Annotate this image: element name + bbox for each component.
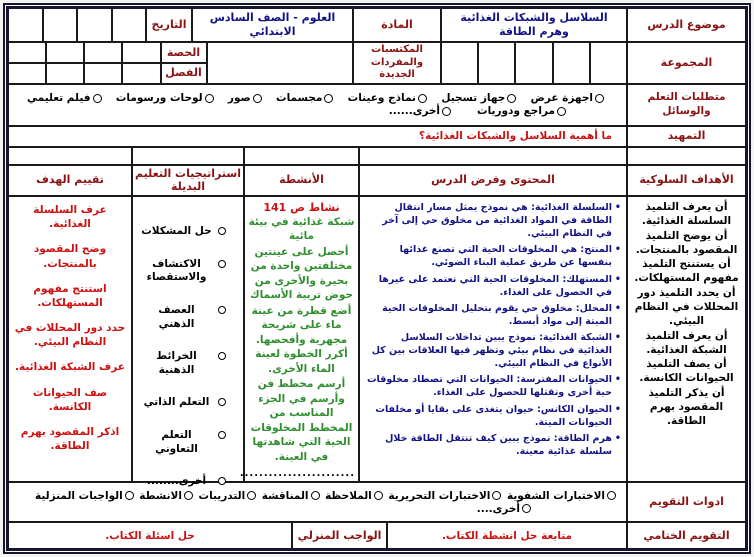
date-grid-cell[interactable]	[78, 9, 113, 41]
strategy-label: العصف الذهني	[158, 303, 195, 330]
topic-label: موضوع الدرس	[647, 18, 726, 32]
acquisitions-value-cell[interactable]	[208, 43, 355, 83]
objective-item: أن يذكر التلميذ المقصود بهرم الطاقة.	[648, 387, 725, 427]
subject-label: المادة	[354, 9, 442, 41]
option-label: الانشطة	[139, 489, 182, 502]
option-label: مراجع ودوريات	[477, 105, 555, 117]
option-label: لوحات ورسومات	[115, 92, 203, 104]
acquisitions-label: المكتسبات والمفردات الجديدة	[354, 43, 442, 83]
content-term: الحيوانات المفترسة:	[516, 374, 612, 386]
evaluation-tool-option[interactable]	[388, 490, 501, 502]
activity-lines	[248, 215, 355, 465]
option-label: الاختبارات التحريرية	[388, 489, 491, 502]
option-label: صور	[227, 92, 251, 104]
evaluation-tool-option[interactable]	[35, 490, 134, 502]
tools-line1	[9, 490, 626, 502]
period-grid-cell[interactable]	[47, 43, 85, 62]
content-definition: نموذج يبين تداخلات السلاسل الغذائية في نظام بيئي وتظهر فيها العلاقات بين كل الأنواع في النظام البيئي.	[371, 331, 612, 370]
activity-line: أحصل على عينتين مختلفتين واحدة من بحيرة والأخرى من حوض تربية الأسماك	[249, 245, 353, 302]
activity-line: شبكة غذائية في بيئة مائية	[248, 216, 355, 243]
date-grid-cell[interactable]	[113, 9, 148, 41]
option-label: اجهزة عرض	[530, 92, 593, 104]
final-eval-label: التقويم الختامي	[643, 528, 730, 542]
activities-cell	[239, 197, 360, 481]
header-row-2	[9, 43, 745, 85]
content-term: المستهلك:	[562, 273, 612, 285]
class-label: الفصل	[165, 66, 202, 80]
content-cell	[360, 197, 628, 481]
final-eval-value: متابعة حل انشطة الكتاب.	[388, 523, 628, 548]
content-term: الشبكة الغذائية:	[539, 331, 612, 343]
option-label: نماذج وعينات	[347, 92, 416, 104]
option-label: أخرى....	[476, 502, 520, 515]
date-grid-cell[interactable]	[9, 9, 44, 41]
resources-line1	[9, 92, 626, 104]
strategies-list	[136, 199, 240, 508]
lesson-plan-table	[6, 6, 748, 551]
group-grid-cell[interactable]	[479, 43, 516, 83]
spacer-cell	[628, 148, 745, 164]
option-circle-icon[interactable]	[218, 260, 226, 268]
content-item	[365, 331, 621, 370]
objective-item: أن يعرف التلميذ الشبكة الغذائية.	[645, 329, 728, 356]
resources-label: متطلبات التعلم والوسائل	[647, 91, 726, 117]
option-circle-icon[interactable]	[522, 504, 531, 513]
class-grid-cell[interactable]	[9, 64, 47, 83]
strategy-label: الاكتشاف والاستقصاء	[146, 257, 207, 284]
content-list	[363, 199, 623, 461]
option-circle-icon[interactable]	[418, 94, 427, 103]
goal-eval-header: تقييم الهدف	[9, 166, 133, 196]
goal-eval-item: صف الحيوانات الكانسة.	[32, 386, 108, 413]
activity-dots: ........................	[239, 468, 355, 479]
option-circle-icon[interactable]	[507, 94, 516, 103]
content-definition: الحيوانات التي تصطاد مخلوقات حية أخرى وتقتلها للحصول على الغذاء.	[367, 374, 612, 399]
option-label: الواجبات المنزلية	[35, 489, 123, 502]
option-circle-icon[interactable]	[247, 491, 256, 500]
header-row-1	[9, 9, 745, 43]
option-circle-icon[interactable]	[374, 491, 383, 500]
strategy-option[interactable]	[140, 396, 226, 410]
period-grid-cell[interactable]	[85, 43, 123, 62]
strategy-option[interactable]	[140, 350, 226, 377]
option-circle-icon[interactable]	[218, 352, 226, 360]
option-circle-icon[interactable]	[93, 94, 102, 103]
option-circle-icon[interactable]	[311, 491, 320, 500]
content-term: المحلل:	[575, 302, 612, 314]
class-grid-cell[interactable]	[47, 64, 85, 83]
option-circle-icon[interactable]	[557, 107, 566, 116]
option-circle-icon[interactable]	[253, 94, 262, 103]
period-grid-cell[interactable]	[123, 43, 161, 62]
option-circle-icon[interactable]	[607, 491, 616, 500]
evaluation-tools-label: ادوات التقويم	[649, 495, 724, 509]
main-header-row	[9, 166, 745, 198]
resource-option[interactable]	[389, 105, 451, 117]
strategy-option[interactable]	[140, 429, 226, 456]
group-grid-cell[interactable]	[516, 43, 553, 83]
content-definition: هي نموذج يمثل مسار انتقال الطاقة في المواد الغذائية من مخلوق حي إلى آخر في النظام البيئي.	[382, 202, 612, 240]
evaluation-tool-option[interactable]	[262, 490, 320, 502]
intro-row	[9, 127, 745, 148]
goal-eval-item: وضح المقصود بالمنتجات.	[33, 243, 107, 270]
strategies-cell	[133, 197, 245, 488]
objective-item: أن يوضح التلميذ المقصود بالمنتجات.	[635, 229, 738, 256]
homework-label: الواجب المنزلي	[293, 523, 388, 548]
resources-row	[9, 85, 745, 127]
date-region	[9, 9, 193, 41]
strategies-header: استراتيجيات التعليم البديلة	[133, 166, 245, 196]
strategy-option[interactable]	[140, 258, 226, 285]
option-circle-icon[interactable]	[218, 227, 226, 235]
subject-value: العلوم - الصف السادس الابتدائي	[193, 9, 354, 41]
evaluation-tool-option[interactable]	[325, 490, 383, 502]
objective-item: أن يستنتج التلميذ مفهوم المستهلكات.	[634, 258, 739, 285]
group-grid-cell[interactable]	[442, 43, 479, 83]
option-circle-icon[interactable]	[492, 491, 501, 500]
strategy-option[interactable]	[140, 225, 226, 239]
content-term: المنتج:	[580, 244, 612, 256]
activity-title: نشاط ص 141	[263, 201, 340, 214]
strategy-label: الخرائط الذهنية	[156, 350, 197, 376]
evaluation-tools-options	[9, 483, 628, 521]
intro-label: التمهيد	[667, 129, 706, 143]
option-label: جهاز تسجيل	[441, 92, 506, 104]
goal-eval-item: استنتج مفهوم المستهلكات.	[33, 282, 107, 309]
content-definition: المخلوقات الحية التي تعتمد على غيرها في الحصول على الغذاء.	[378, 273, 612, 298]
period-class-region	[9, 43, 208, 83]
content-item	[365, 302, 621, 328]
option-circle-icon[interactable]	[218, 306, 226, 314]
spacer-cell	[9, 148, 133, 164]
content-item	[365, 273, 621, 299]
class-row	[9, 64, 206, 83]
resource-option[interactable]	[477, 105, 566, 117]
class-grid-cell[interactable]	[85, 64, 123, 83]
content-term: هرم الطاقة:	[553, 432, 612, 444]
option-label: الملاحظة	[325, 489, 372, 502]
objectives-cell	[628, 197, 745, 481]
period-row	[9, 43, 206, 64]
objective-item: أن يحدد التلميذ دور المحللات في النظام البيئي.	[634, 287, 739, 327]
goal-eval-item: حدد دور المحللات في النظام البيئي.	[14, 322, 126, 349]
evaluation-tool-option[interactable]	[139, 490, 193, 502]
outer-frame	[3, 3, 751, 554]
group-grid-cell[interactable]	[591, 43, 626, 83]
group-label: المجموعة	[660, 55, 713, 69]
activities-header: الأنشطة	[245, 166, 360, 196]
group-grid	[442, 43, 628, 83]
content-item	[365, 373, 621, 399]
option-label: المناقشة	[261, 489, 309, 502]
strategy-label: حل المشكلات	[141, 225, 212, 237]
strategy-label: أخرى........	[146, 475, 207, 488]
content-item	[365, 432, 621, 458]
option-label: مجسمات	[276, 92, 323, 104]
content-item	[365, 243, 621, 269]
content-definition: مخلوق حي يقوم بتحليل المخلوقات الحية الميتة إلى مواد أبسط.	[382, 302, 612, 327]
option-circle-icon[interactable]	[595, 94, 604, 103]
date-label: التاريخ	[151, 18, 187, 32]
resource-option[interactable]	[228, 92, 262, 104]
goal-eval-item: اذكر المقصود بهرم الطاقة.	[20, 425, 120, 453]
strategy-option[interactable]	[140, 304, 226, 331]
final-evaluation-row	[9, 523, 745, 548]
objectives-header: الأهداف السلوكية	[639, 173, 734, 187]
spacer-cell	[360, 148, 628, 164]
goal-eval-list	[12, 199, 128, 464]
evaluation-tools-row	[9, 483, 745, 523]
option-label: أخرى......	[388, 105, 441, 117]
content-definition: نموذج يبين كيف تنتقل الطاقة خلال سلسلة غذائية معينة.	[385, 432, 612, 457]
main-body-row	[9, 197, 745, 488]
option-circle-icon[interactable]	[184, 491, 193, 500]
content-term: السلسلة الغذائية:	[531, 202, 612, 213]
objective-item: أن يعرف التلميذ السلسلة الغذائية.	[641, 201, 732, 227]
strategy-label: التعلم التعاوني	[155, 429, 198, 455]
date-grid-cell[interactable]	[44, 9, 79, 41]
homework-value: حل اسئلة الكتاب.	[9, 523, 293, 548]
period-label: الحصة	[166, 45, 201, 59]
goal-eval-cell	[9, 197, 133, 481]
option-label: فيلم تعليمي	[27, 92, 91, 104]
class-grid-cell[interactable]	[123, 64, 161, 83]
option-circle-icon[interactable]	[442, 107, 451, 116]
content-item	[365, 403, 621, 429]
content-header: المحتوى وفرض الدرس	[360, 166, 628, 196]
period-grid-cell[interactable]	[9, 43, 47, 62]
option-circle-icon[interactable]	[205, 94, 214, 103]
spacer-cell	[133, 148, 245, 164]
intro-value: ما أهمية السلاسل والشبكات الغذائية؟	[9, 127, 628, 146]
content-term: الحيوان الكانس:	[537, 403, 612, 415]
evaluation-tool-option[interactable]	[477, 503, 531, 515]
resource-option[interactable]	[348, 92, 427, 104]
resource-option[interactable]	[27, 92, 101, 104]
option-label: الاختبارات الشفوية	[506, 489, 605, 502]
objectives-list	[631, 199, 742, 430]
activity-line: أرسم مخطط فن وأرسم في الجزء المناسب من المخطط المخلوقات الحية التي شاهدتها في العينة.	[250, 378, 353, 463]
tools-line2	[9, 503, 626, 515]
option-circle-icon[interactable]	[218, 398, 226, 406]
option-circle-icon[interactable]	[125, 491, 134, 500]
group-grid-cell[interactable]	[554, 43, 591, 83]
goal-eval-item: عرف السلسلة الغذائية.	[33, 204, 107, 231]
option-circle-icon[interactable]	[218, 431, 226, 439]
content-definition: هي المخلوقات الحية التي تصنع غذائها بنفسها عن طريق عملية البناء الضوئي.	[399, 244, 612, 269]
option-label: التدريبات	[198, 489, 246, 502]
topic-value: السلاسل والشبكات الغذائية وهرم الطاقة	[442, 9, 628, 41]
resource-option[interactable]	[441, 92, 516, 104]
resources-line2	[9, 105, 626, 117]
activity-line: أضع قطرة من عينة ماء على شريحة مجهرية وأفحصها. أكرر الخطوة لعينة الماء الأخرى.	[251, 304, 352, 375]
content-item	[365, 201, 621, 240]
strategy-label: التعلم الذاتي	[143, 396, 210, 409]
evaluation-tool-option[interactable]	[199, 490, 257, 502]
spacer-row	[9, 148, 745, 166]
spacer-cell	[245, 148, 360, 164]
content-definition: حيوان يتغذى على بقايا أو مخلفات الحيوانات الميتة.	[375, 403, 612, 428]
objective-item: أن يصف التلميذ الحيوانات الكانسة.	[639, 358, 734, 385]
resource-option[interactable]	[116, 92, 214, 104]
resource-option[interactable]	[531, 92, 604, 104]
option-circle-icon[interactable]	[324, 94, 333, 103]
resource-option[interactable]	[276, 92, 333, 104]
evaluation-tool-option[interactable]	[507, 490, 616, 502]
goal-eval-item: عرف الشبكة الغذائية.	[15, 361, 125, 374]
resources-options	[9, 85, 628, 125]
